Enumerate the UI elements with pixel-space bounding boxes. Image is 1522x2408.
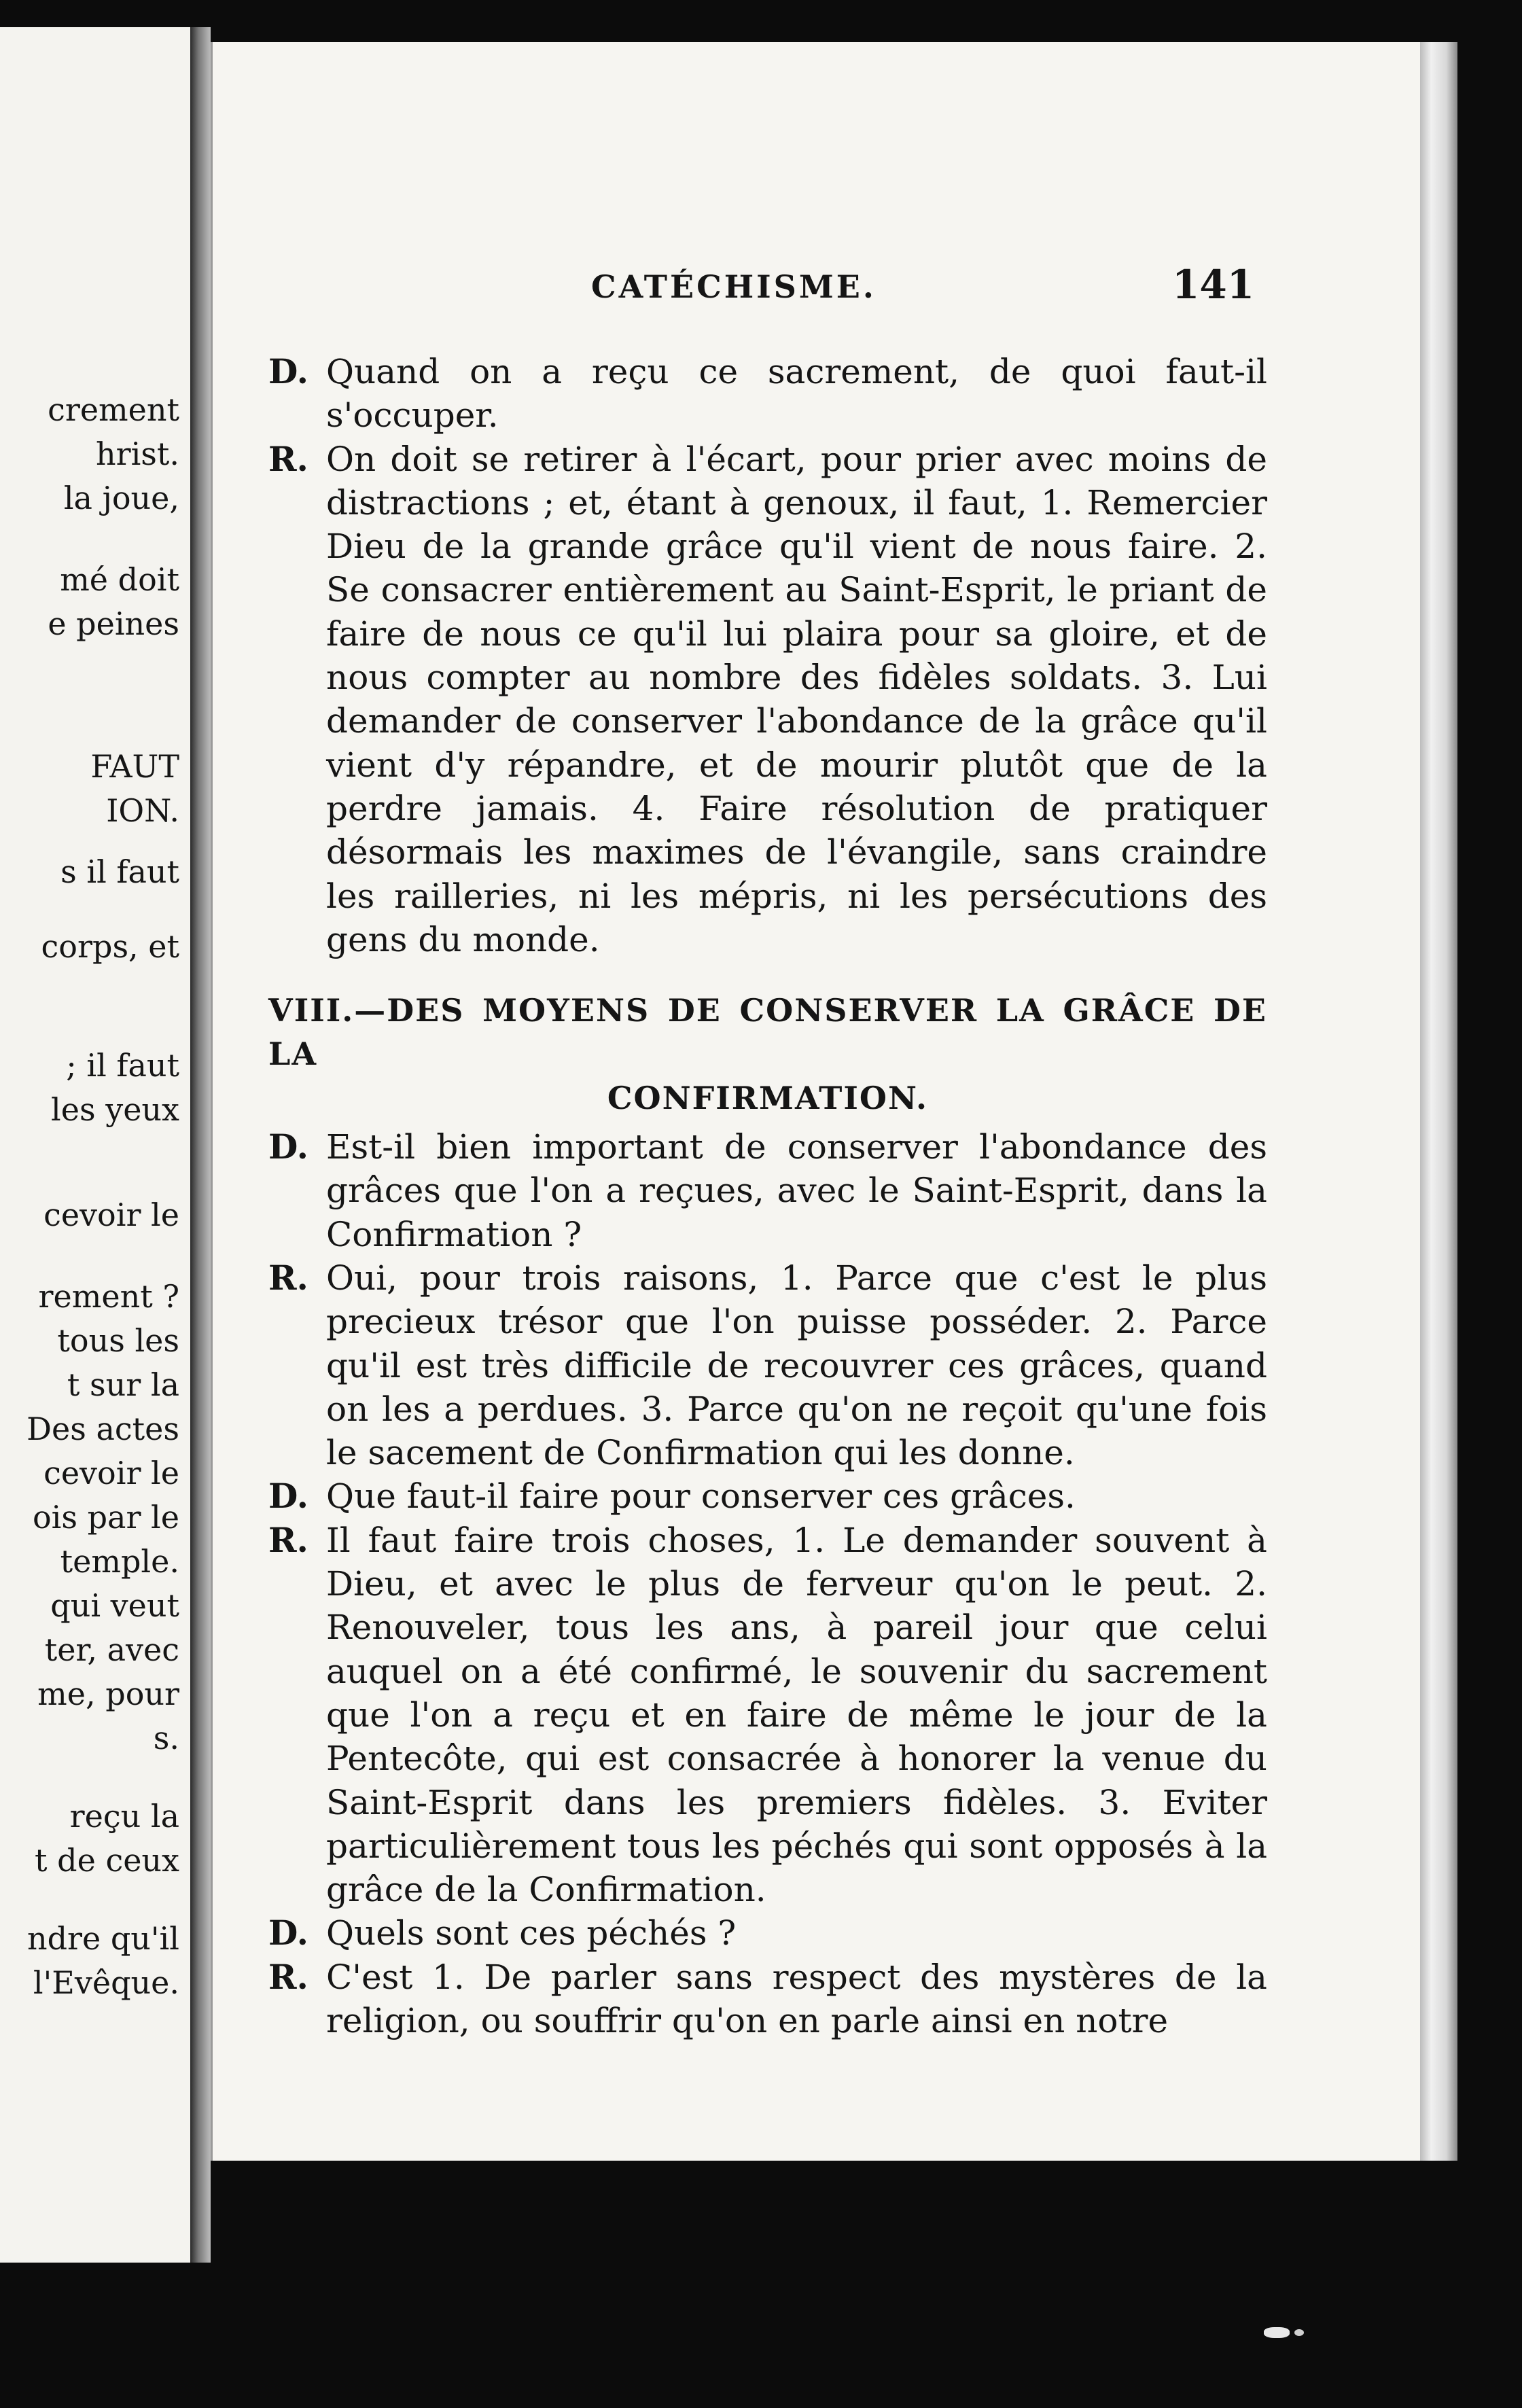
book-gutter <box>190 27 211 2263</box>
paragraph-text: Quand on a reçu ce sacrement, de quoi faut-il s'occuper. <box>326 352 1267 436</box>
running-head: CATÉCHISME. <box>591 268 877 305</box>
left-page-line: hrist. <box>95 436 179 472</box>
paragraphs-top <box>268 350 1267 961</box>
page-edge <box>1420 42 1457 2161</box>
left-page-line: qui veut <box>50 1587 179 1624</box>
left-page-line: ter, avec <box>44 1631 179 1668</box>
left-page-line: s. <box>153 1720 179 1756</box>
left-page-line: ndre qu'il <box>26 1920 179 1957</box>
left-page-line: e peines <box>48 605 179 642</box>
paragraph-tag: R. <box>268 1519 308 1560</box>
left-page-line: s il faut <box>60 853 179 890</box>
section-title-line2: CONFIRMATION. <box>607 1079 929 1116</box>
question-paragraph <box>268 1911 1267 1955</box>
left-facing-page <box>0 27 194 2263</box>
paragraph-tag: R. <box>268 1956 308 1997</box>
paragraph-tag: R. <box>268 1257 308 1298</box>
scan-artifact <box>1264 2327 1290 2338</box>
left-page-line: Des actes <box>26 1411 179 1447</box>
question-paragraph <box>268 1125 1267 1256</box>
paragraph-tag: D. <box>268 351 308 391</box>
left-page-line: cevoir le <box>43 1197 179 1233</box>
left-page-line: l'Evêque. <box>33 1964 179 2001</box>
paragraph-text: On doit se retirer à l'écart, pour prier avec moins de distractions ; et, étant à genoux, il faut, 1. Remercier Dieu de la grande grâce qu'il vient de nous faire. 2. Se consacrer entièrement au Saint-Esprit, le priant de faire de nous ce qu'il lui plaira pour sa gloire, et de nous compter au nombre des fidèles soldats. 3. Lui demander de conserver l'abondance de la grâce qu'il vient d'y répandre, et de mourir plutôt que de la perdre jamais. 4. Faire résolution de pratiquer désormais les maximes de l'évangile, sans craindre les railleries, ni les mépris, ni les persécutions des gens du monde. <box>326 439 1267 959</box>
paragraph-text: Que faut-il faire pour conserver ces grâces. <box>326 1476 1076 1517</box>
paragraph-tag: D. <box>268 1913 308 1953</box>
left-page-line: corps, et <box>41 928 179 965</box>
answer-paragraph <box>268 1519 1267 1912</box>
answer-paragraph <box>268 1256 1267 1474</box>
left-page-line: rement ? <box>38 1278 179 1315</box>
left-page-line: reçu la <box>69 1798 179 1835</box>
left-page-line: la joue, <box>63 480 179 516</box>
body-text <box>268 350 1267 2042</box>
paragraph-tag: D. <box>268 1476 308 1517</box>
paragraph-text: Quels sont ces péchés ? <box>326 1913 737 1953</box>
left-page-line: ION. <box>106 792 179 829</box>
paragraph-text: Il faut faire trois choses, 1. Le demander souvent à Dieu, et avec le plus de ferveur qu'on le peut. 2. Renouveler, tous les ans, à pareil jour que celui auquel on a été confirmé, le souvenir du sacrement que l'on a reçu et en faire de même le jour de la Pentecôte, qui est consacrée à honorer la venue du Saint-Esprit dans les premiers fidèles. 3. Eviter particulièrement tous les péchés qui sont opposés à la grâce de la Confirmation. <box>326 1520 1267 1910</box>
paragraph-text: Est-il bien important de conserver l'abondance des grâces que l'on a reçues, avec le Saint-Esprit, dans la Confirmation ? <box>326 1127 1267 1254</box>
left-page-line: cevoir le <box>43 1455 179 1491</box>
paragraph-text: Oui, pour trois raisons, 1. Parce que c'est le plus precieux trésor que l'on puisse posséder. 2. Parce qu'il est très difficile de recouvrer ces grâces, quand on les a perdues. 3. Parce qu'on ne reçoit qu'une fois le sacement de Confirmation qui les donne. <box>326 1258 1267 1473</box>
answer-paragraph <box>268 1955 1267 2043</box>
paragraph-tag: R. <box>268 438 308 479</box>
question-paragraph <box>268 350 1267 438</box>
left-page-line: ois par le <box>32 1499 179 1536</box>
scan-artifact <box>1294 2329 1304 2336</box>
left-page-line: tous les <box>57 1322 179 1359</box>
paragraph-tag: D. <box>268 1127 308 1167</box>
paragraphs-section <box>268 1125 1267 2042</box>
left-page-line: me, pour <box>37 1676 179 1712</box>
left-page-line: mé doit <box>60 561 179 598</box>
answer-paragraph <box>268 438 1267 962</box>
left-page-line: t de ceux <box>35 1842 179 1879</box>
paragraph-text: C'est 1. De parler sans respect des mystères de la religion, ou souffrir qu'on en parle ainsi en notre <box>326 1957 1267 2040</box>
section-title <box>268 989 1267 1120</box>
question-paragraph <box>268 1474 1267 1518</box>
left-page-line: t sur la <box>67 1366 179 1403</box>
left-page-line: FAUT <box>90 748 179 785</box>
left-page-line: les yeux <box>51 1091 179 1128</box>
left-page-line: temple. <box>60 1543 179 1580</box>
section-title-line1: VIII.—DES MOYENS DE CONSERVER LA GRÂCE DE LA <box>268 992 1267 1073</box>
page-number: 141 <box>1172 262 1255 308</box>
left-page-line: ; il faut <box>66 1047 179 1084</box>
left-page-line: crement <box>48 391 179 428</box>
